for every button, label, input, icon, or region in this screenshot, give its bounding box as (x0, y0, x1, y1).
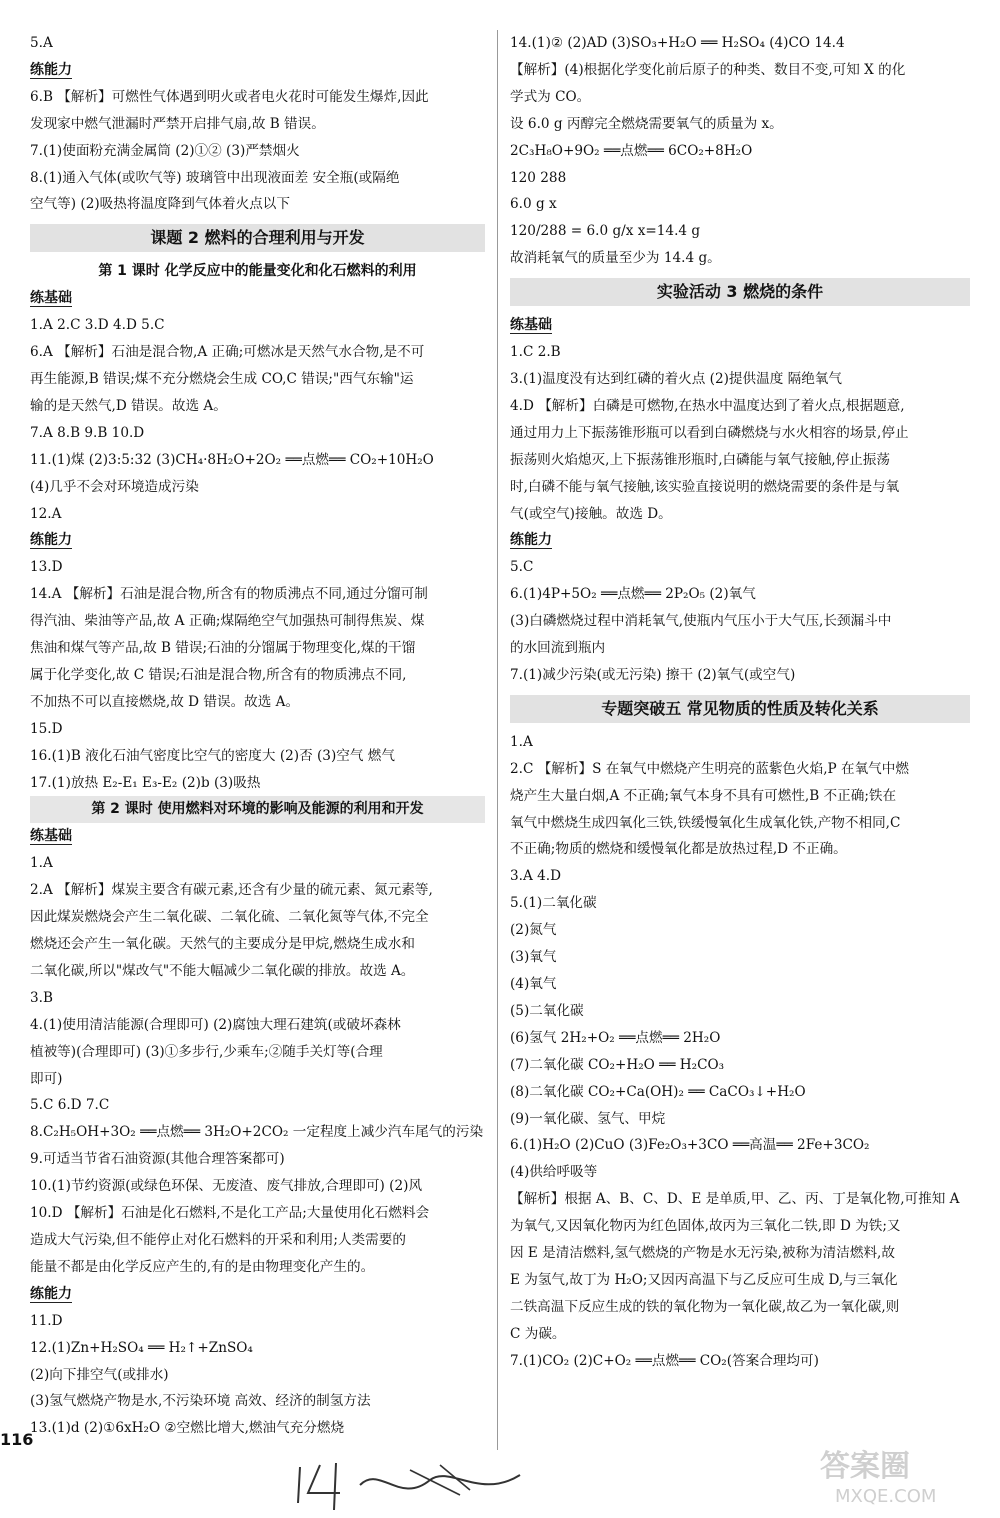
answer-line: 的水回流到瓶内 (510, 640, 606, 657)
answer-line: 焦油和煤气等产品,故 B 错误;石油的分馏属于物理变化,煤的干馏 (30, 640, 416, 657)
answer-line: 属于化学变化,故 C 错误;石油是混合物,所含有的物质沸点不同, (30, 666, 407, 683)
svg-text:MXQE.COM: MXQE.COM (835, 1486, 937, 1507)
answer-line: 不正确;物质的燃烧和缓慢氧化都是放热过程,D 不正确。 (510, 841, 847, 858)
answer-line: 3.(1)温度没有达到红磷的着火点 (2)提供温度 隔绝氧气 (510, 370, 842, 387)
page-number: 116 (0, 1430, 34, 1449)
answer-line: 17.(1)放热 E₂-E₁ E₃-E₂ (2)b (3)吸热 (30, 774, 261, 791)
answer-line: 6.B 【解析】可燃性气体遇到明火或者电火花时可能发生爆炸,因此 (30, 88, 429, 105)
answer-line: 学式为 CO。 (510, 88, 591, 105)
answer-line: 10.D 【解析】石油是化石燃料,不是化工产品;大量使用化石燃料会 (30, 1205, 430, 1222)
answer-line: 14.A 【解析】石油是混合物,所含有的物质沸点不同,通过分馏可制 (30, 586, 428, 603)
lesson-heading: 第 1 课时 化学反应中的能量变化和化石燃料的利用 (98, 263, 417, 280)
watermark-logo (815, 1440, 985, 1510)
answer-line: 得汽油、柴油等产品,故 A 正确;煤隔绝空气加强热可制得焦炭、煤 (30, 613, 425, 630)
answer-line: 9.可适当节省石油资源(其他合理答案都可) (30, 1151, 285, 1168)
answer-line: 15.D (30, 720, 63, 737)
column-divider (497, 30, 498, 1450)
answer-line: 6.A 【解析】石油是混合物,A 正确;可燃冰是天然气水合物,是不可 (30, 344, 425, 361)
answer-line: 1.A 2.C 3.D 4.D 5.C (30, 317, 165, 334)
answer-line: 7.(1)CO₂ (2)C+O₂ ══点燃══ CO₂(答案合理均可) (510, 1352, 819, 1369)
answer-line: 7.(1)减少污染(或无污染) 擦干 (2)氧气(或空气) (510, 666, 796, 683)
answer-line: C 为碳。 (510, 1325, 566, 1342)
answer-line: 10.(1)节约资源(或绿色环保、无废渣、废气排放,合理即可) (2)风 (30, 1178, 423, 1195)
answer-line: 1.A (510, 733, 533, 750)
answer-line: 造成大气污染,但不能停止对化石燃料的开采和利用;人类需要的 (30, 1231, 406, 1248)
answer-line: (5)二氧化碳 (510, 1002, 584, 1019)
answer-line: 4.(1)使用清洁能源(合理即可) (2)腐蚀大理石建筑(或破坏森林 (30, 1016, 401, 1033)
answer-line: (3)白磷燃烧过程中消耗氧气,使瓶内气压小于大气压,长颈漏斗中 (510, 613, 892, 630)
answer-line: (2)向下排空气(或排水) (30, 1366, 169, 1383)
answer-line: 5.C 6.D 7.C (30, 1097, 110, 1114)
right-column (510, 30, 970, 1375)
answer-line: 11.(1)煤 (2)3:5:32 (3)CH₄·8H₂O+2O₂ ══点燃══ CO₂+10H₂O (30, 451, 434, 468)
answer-line: 【解析】根据 A、B、C、D、E 是单质,甲、乙、丙、丁是氧化物,可推知 A (510, 1191, 960, 1208)
section-heading: 实验活动 3 燃烧的条件 (510, 278, 970, 306)
subsection-label (510, 312, 970, 339)
answer-line: (3)氢气燃烧产物是水,不污染环境 高效、经济的制氢方法 (30, 1393, 371, 1410)
answer-line: 设 6.0 g 丙醇完全燃烧需要氧气的质量为 x。 (510, 115, 783, 132)
section-heading: 课题 2 燃料的合理利用与开发 (30, 224, 485, 252)
subsection-label-text: 练能力 (510, 532, 552, 549)
answer-line: 氧气中燃烧生成四氧化三铁,铁缓慢氧化生成氧化铁,产物不相同,C (510, 814, 901, 831)
answer-line: 12.A (30, 505, 62, 522)
answer-line: 1.C 2.B (510, 344, 561, 361)
answer-line: 3.A 4.D (510, 868, 561, 885)
answer-line: 2.C 【解析】S 在氧气中燃烧产生明亮的蓝紫色火焰,P 在氧气中燃 (510, 760, 909, 777)
answer-line: 能量不都是由化学反应产生的,有的是由物理变化产生的。 (30, 1258, 375, 1275)
answer-line: 4.D 【解析】白磷是可燃物,在热水中温度达到了着火点,根据题意, (510, 397, 905, 414)
answer-line: (8)二氧化碳 CO₂+Ca(OH)₂ ══ CaCO₃↓+H₂O (510, 1083, 806, 1100)
answer-line: (7)二氧化碳 CO₂+H₂O ══ H₂CO₃ (510, 1056, 725, 1073)
answer-line: 14.(1)② (2)AD (3)SO₃+H₂O ══ H₂SO₄ (4)CO 14.4 (510, 35, 845, 51)
answer-line: 16.(1)B 液化石油气密度比空气的密度大 (2)否 (3)空气 燃气 (30, 747, 395, 764)
answer-line: 5.C (510, 559, 534, 576)
answer-line: 植被等)(合理即可) (3)①多步行,少乘车;②随手关灯等(合理 (30, 1043, 383, 1060)
subsection-label-text: 练能力 (30, 532, 72, 549)
answer-line: 输的是天然气,D 错误。故选 A。 (30, 397, 227, 414)
svg-text:答案圈: 答案圈 (820, 1449, 910, 1484)
answer-line: 6.0 g x (510, 196, 557, 213)
answer-line: 1.A (30, 855, 53, 872)
subsection-label (30, 823, 485, 850)
answer-line: 5.A (30, 35, 53, 51)
answer-line: 7.(1)使面粉充满金属筒 (2)①② (3)严禁烟火 (30, 142, 300, 159)
answer-line: (3)氧气 (510, 949, 557, 966)
subsection-label (30, 57, 485, 84)
answer-line: 燃烧还会产生一氧化碳。天然气的主要成分是甲烷,燃烧生成水和 (30, 936, 415, 952)
answer-line: 6.(1)4P+5O₂ ══点燃══ 2P₂O₅ (2)氧气 (510, 586, 756, 603)
answer-line: 13.D (30, 559, 63, 576)
answer-line: 因 E 是清洁燃料,氢气燃烧的产物是水无污染,被称为清洁燃料,故 (510, 1245, 895, 1262)
answer-line: 气(或空气)接触。故选 D。 (510, 505, 672, 522)
answer-line: 12.(1)Zn+H₂SO₄ ══ H₂↑+ZnSO₄ (30, 1339, 253, 1356)
left-column (30, 30, 485, 1442)
answer-line: 8.C₂H₅OH+3O₂ ══点燃══ 3H₂O+2CO₂ 一定程度上减少汽车尾气的污染 (30, 1124, 484, 1141)
subsection-label (30, 285, 485, 312)
answer-line: 因此煤炭燃烧会产生二氧化碳、二氧化硫、二氧化氮等气体,不完全 (30, 909, 429, 926)
subsection-label (510, 527, 970, 554)
lesson-heading: 第 2 课时 使用燃料对环境的影响及能源的利用和开发 (30, 796, 485, 823)
subsection-label-text: 练能力 (30, 1285, 72, 1302)
answer-line: E 为氢气,故丁为 H₂O;又因丙高温下与乙反应可生成 D,与三氧化 (510, 1271, 898, 1288)
subsection-label (30, 527, 485, 554)
answer-line: 【解析】(4)根据化学变化前后原子的种类、数目不变,可知 X 的化 (510, 61, 906, 78)
answer-line: 不加热不可以直接燃烧,故 D 错误。故选 A。 (30, 693, 300, 710)
subsection-label (30, 1281, 485, 1308)
answer-line: 二铁高温下反应生成的铁的氧化物为一氧化碳,故乙为一氧化碳,则 (510, 1298, 900, 1315)
answer-line: 5.(1)二氧化碳 (510, 895, 597, 912)
answer-line: 即可) (30, 1070, 63, 1087)
answer-line: (4)几乎不会对环境造成污染 (30, 478, 199, 495)
subsection-label-text: 练基础 (30, 290, 72, 307)
answer-line: 再生能源,B 错误;煤不充分燃烧会生成 CO,C 错误;"西气东输"运 (30, 370, 414, 387)
subsection-label-text: 练能力 (30, 61, 72, 78)
answer-line: 120 288 (510, 169, 567, 186)
subsection-label-text: 练基础 (510, 317, 552, 334)
answer-line: 2C₃H₈O+9O₂ ══点燃══ 6CO₂+8H₂O (510, 142, 753, 159)
handwritten-annotation (290, 1455, 540, 1515)
answer-line: 时,白磷不能与氧气接触,该实验直接说明的燃烧需要的条件是与氧 (510, 478, 900, 495)
answer-line: 故消耗氧气的质量至少为 14.4 g。 (510, 250, 721, 267)
answer-line: (4)氧气 (510, 976, 557, 992)
answer-line: 120/288 = 6.0 g/x x=14.4 g (510, 223, 701, 240)
answer-line: (9)一氧化碳、氢气、甲烷 (510, 1110, 666, 1127)
answer-line: 7.A 8.B 9.B 10.D (30, 424, 145, 441)
answer-line: 13.(1)d (2)①6xH₂O ②空燃比增大,燃油气充分燃烧 (30, 1420, 345, 1437)
answer-line: 11.D (30, 1312, 63, 1329)
answer-line: (6)氢气 2H₂+O₂ ══点燃══ 2H₂O (510, 1029, 721, 1046)
answer-line: 8.(1)通入气体(或吹气等) 玻璃管中出现液面差 安全瓶(或隔绝 (30, 169, 400, 186)
answer-line: 通过用力上下振荡锥形瓶可以看到白磷燃烧与水火相容的场景,停止 (510, 424, 909, 441)
subsection-label-text: 练基础 (30, 828, 72, 845)
answer-line: (2)氮气 (510, 922, 557, 939)
answer-line: 振荡则火焰熄灭,上下振荡锥形瓶时,白磷能与氧气接触,停止振荡 (510, 451, 890, 468)
answer-line: 空气等) (2)吸热将温度降到气体着火点以下 (30, 196, 290, 213)
answer-line: 为氧气,又因氧化物丙为红色固体,故丙为三氧化二铁,即 D 为铁;又 (510, 1218, 901, 1235)
answer-line: 烧产生大量白烟,A 不正确;氧气本身不具有可燃性,B 不正确;铁在 (510, 787, 897, 804)
answer-line: 发现家中燃气泄漏时严禁开启排气扇,故 B 错误。 (30, 115, 325, 132)
section-heading: 专题突破五 常见物质的性质及转化关系 (510, 695, 970, 723)
answer-line: 6.(1)H₂O (2)CuO (3)Fe₂O₃+3CO ══高温══ 2Fe+3CO₂ (510, 1137, 870, 1154)
answer-line: (4)供给呼吸等 (510, 1164, 598, 1181)
answer-line: 3.B (30, 989, 53, 1006)
answer-line: 2.A 【解析】煤炭主要含有碳元素,还含有少量的硫元素、氮元素等, (30, 882, 433, 899)
answer-line: 二氧化碳,所以"煤改气"不能大幅减少二氧化碳的排放。故选 A。 (30, 962, 415, 979)
